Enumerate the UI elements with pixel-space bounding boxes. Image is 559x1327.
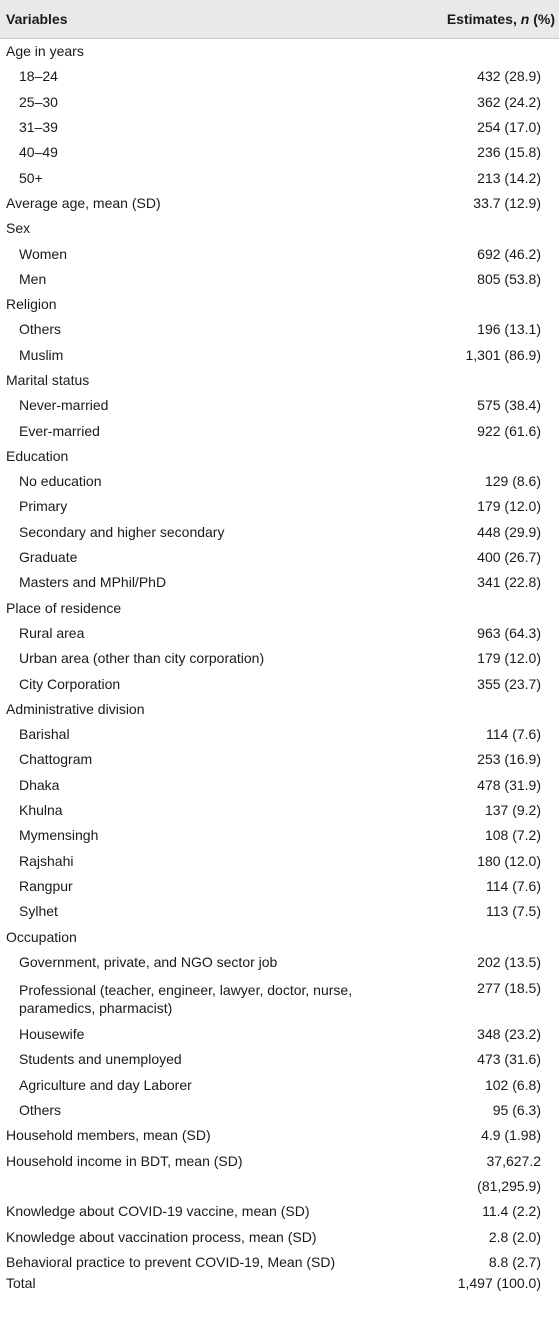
table-row	[0, 519, 559, 544]
table-group-row	[0, 190, 559, 215]
row-label: Rural area	[19, 624, 85, 641]
row-value: 2.8 (2.0)	[488, 1228, 541, 1245]
row-label: Secondary and higher secondary	[19, 523, 225, 540]
row-label: Students and unemployed	[19, 1051, 182, 1068]
row-label: Primary	[19, 498, 68, 515]
table-row	[0, 722, 559, 747]
row-label: Sex	[6, 220, 31, 237]
table-row	[0, 646, 559, 671]
row-label: 50+	[19, 169, 43, 186]
row-label: City Corporation	[19, 675, 121, 692]
row-label: Education	[6, 447, 69, 464]
row-value: 11.4 (2.2)	[482, 1203, 541, 1220]
row-label: Administrative division	[6, 700, 145, 717]
row-label: Behavioral practice to prevent COVID-19, Mean (SD)	[6, 1253, 336, 1270]
row-value: 400 (26.7)	[477, 549, 541, 566]
row-label: Masters and MPhil/PhD	[19, 574, 167, 591]
total-label: Total	[6, 1275, 36, 1292]
header-estimates-n: n	[520, 10, 530, 27]
row-value: 8.8 (2.7)	[488, 1253, 541, 1270]
table-row	[0, 342, 559, 367]
table-row	[0, 317, 559, 342]
row-label: 25–30	[19, 93, 58, 110]
row-value: 478 (31.9)	[477, 776, 541, 793]
row-label	[0, 1173, 400, 1198]
table-row	[0, 165, 559, 190]
table-row	[0, 848, 559, 873]
table-group-row	[0, 595, 559, 620]
table-group-row	[0, 1148, 559, 1173]
row-value: (81,295.9)	[477, 1177, 541, 1194]
row-label: Graduate	[19, 549, 78, 566]
row-label: Place of residence	[6, 599, 122, 616]
total-value: 1,497 (100.0)	[457, 1275, 541, 1292]
row-value: 236 (15.8)	[477, 144, 541, 161]
row-value: 575 (38.4)	[477, 397, 541, 414]
row-label: Ever-married	[19, 422, 100, 439]
table-group-row	[0, 924, 559, 949]
row-value: 213 (14.2)	[477, 169, 541, 186]
row-label: Sylhet	[19, 903, 58, 920]
row-value	[400, 443, 559, 468]
header-estimates	[400, 0, 559, 38]
row-value: 277 (18.5)	[477, 980, 541, 997]
row-value: 1,301 (86.9)	[465, 346, 541, 363]
row-label: Chattogram	[19, 751, 93, 768]
row-value: 253 (16.9)	[477, 751, 541, 768]
table-row	[0, 823, 559, 848]
table-header-row	[0, 0, 559, 38]
table-row	[0, 772, 559, 797]
row-label: Never-married	[19, 397, 109, 414]
total-row	[0, 1274, 559, 1292]
row-label: No education	[19, 473, 102, 490]
row-label: Rajshahi	[19, 852, 74, 869]
row-value: 202 (13.5)	[477, 953, 541, 970]
table-row	[0, 418, 559, 443]
row-value	[400, 38, 559, 64]
row-value: 341 (22.8)	[477, 574, 541, 591]
table-row	[0, 494, 559, 519]
table-group-row	[0, 1199, 559, 1224]
row-value: 137 (9.2)	[484, 802, 541, 819]
row-value	[400, 595, 559, 620]
table-group-row	[0, 38, 559, 64]
table-body	[0, 38, 559, 1274]
row-label: Agriculture and day Laborer	[19, 1076, 192, 1093]
header-estimates-suffix: (%)	[529, 10, 555, 27]
row-value: 254 (17.0)	[477, 119, 541, 136]
table-row	[0, 671, 559, 696]
table-group-row	[0, 1224, 559, 1249]
row-label: Household income in BDT, mean (SD)	[6, 1152, 243, 1169]
row-value: 692 (46.2)	[477, 245, 541, 262]
row-value: 922 (61.6)	[477, 422, 541, 439]
row-label: Men	[19, 270, 47, 287]
header-estimates-prefix: Estimates,	[446, 10, 521, 27]
row-label: Average age, mean (SD)	[6, 194, 161, 211]
table-row	[0, 1072, 559, 1097]
table-row	[0, 974, 559, 1021]
row-value	[400, 696, 559, 721]
table-row	[0, 89, 559, 114]
row-label: Muslim	[19, 346, 64, 363]
row-value: 362 (24.2)	[477, 93, 541, 110]
table-group-row	[0, 367, 559, 392]
table-group-row	[0, 291, 559, 316]
row-value: 180 (12.0)	[477, 852, 541, 869]
table-row	[0, 393, 559, 418]
row-value: 4.9 (1.98)	[481, 1127, 541, 1144]
row-value: 355 (23.7)	[477, 675, 541, 692]
row-value: 805 (53.8)	[477, 270, 541, 287]
table-row	[0, 747, 559, 772]
row-label: Urban area (other than city corporation)	[19, 650, 265, 667]
row-label: Others	[19, 1102, 62, 1119]
row-label: Occupation	[6, 928, 77, 945]
table-row	[0, 64, 559, 89]
row-label: Women	[19, 245, 67, 262]
row-value: 473 (31.6)	[477, 1051, 541, 1068]
row-label: 31–39	[19, 119, 58, 136]
table-row	[0, 1047, 559, 1072]
header-variables: Variables	[0, 0, 400, 38]
table-group-row	[0, 1173, 559, 1198]
row-value: 179 (12.0)	[477, 650, 541, 667]
table-group-row	[0, 216, 559, 241]
table-row	[0, 949, 559, 974]
row-value: 113 (7.5)	[486, 903, 541, 920]
row-value: 348 (23.2)	[477, 1026, 541, 1043]
row-value: 108 (7.2)	[484, 827, 541, 844]
row-value: 196 (13.1)	[477, 321, 541, 338]
row-label: Knowledge about vaccination process, mean (SD)	[6, 1228, 317, 1245]
row-label: Religion	[6, 296, 57, 313]
row-label: Rangpur	[19, 877, 73, 894]
row-label: Dhaka	[19, 776, 60, 793]
row-label: Barishal	[19, 726, 70, 743]
table-row	[0, 266, 559, 291]
table-group-row	[0, 696, 559, 721]
row-label: Knowledge about COVID-19 vaccine, mean (SD)	[6, 1203, 310, 1220]
table-row	[0, 899, 559, 924]
row-label: Government, private, and NGO sector job	[19, 953, 278, 970]
row-value: 114 (7.6)	[486, 877, 541, 894]
row-value: 963 (64.3)	[477, 624, 541, 641]
row-label: Professional (teacher, engineer, lawyer, doctor, nurse, paramedics, pharmacist)	[19, 981, 353, 1016]
table-row	[0, 469, 559, 494]
table-row	[0, 620, 559, 645]
row-value: 448 (29.9)	[477, 523, 541, 540]
row-label: Khulna	[19, 802, 63, 819]
row-value: 37,627.2	[486, 1152, 541, 1169]
row-value: 114 (7.6)	[486, 726, 541, 743]
table-row	[0, 140, 559, 165]
table-row	[0, 797, 559, 822]
row-label: Household members, mean (SD)	[6, 1127, 211, 1144]
table-row	[0, 1021, 559, 1046]
row-value	[400, 924, 559, 949]
table-group-row	[0, 443, 559, 468]
row-value: 95 (6.3)	[492, 1102, 541, 1119]
row-value	[400, 367, 559, 392]
row-value: 33.7 (12.9)	[473, 194, 541, 211]
table-group-row	[0, 1249, 559, 1274]
row-value	[400, 216, 559, 241]
row-value: 102 (6.8)	[484, 1076, 541, 1093]
table-row	[0, 570, 559, 595]
row-label: 18–24	[19, 68, 58, 85]
row-label: Housewife	[19, 1026, 85, 1043]
row-value: 129 (8.6)	[484, 473, 541, 490]
row-label: 40–49	[19, 144, 58, 161]
row-label: Marital status	[6, 372, 90, 388]
row-value: 179 (12.0)	[477, 498, 541, 515]
row-value	[400, 291, 559, 316]
row-label: Mymensingh	[19, 827, 99, 844]
row-label: Others	[19, 321, 62, 338]
table-row	[0, 873, 559, 898]
table-row	[0, 241, 559, 266]
row-value: 432 (28.9)	[477, 68, 541, 85]
table-group-row	[0, 1123, 559, 1148]
table-row	[0, 544, 559, 569]
row-label: Age in years	[6, 43, 84, 60]
table-row	[0, 114, 559, 139]
table-row	[0, 1097, 559, 1122]
